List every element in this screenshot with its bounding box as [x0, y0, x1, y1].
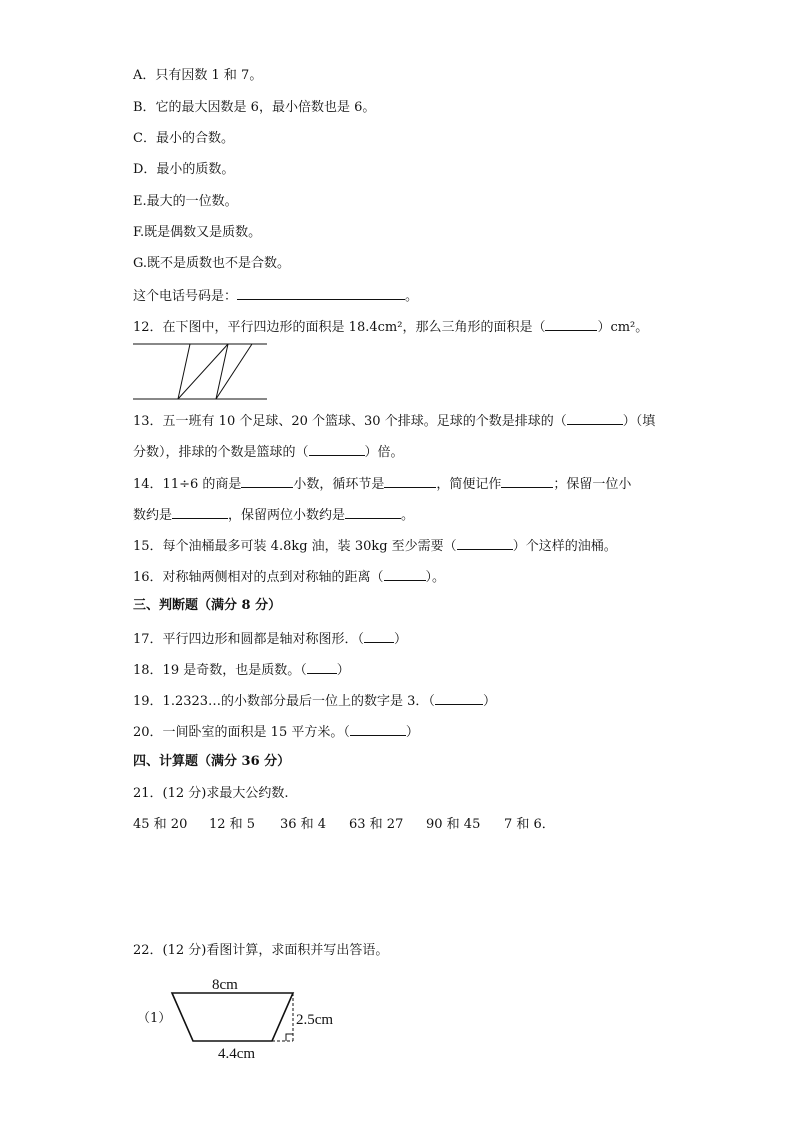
trapezoid-figure	[160, 972, 350, 1062]
q20-text-b: ）	[405, 725, 419, 740]
q14-blank-4[interactable]	[172, 506, 228, 519]
q16-text-a: 16．对称轴两侧相对的点到对称轴的距离（	[133, 570, 384, 585]
question-15	[133, 537, 617, 555]
q15-text-a: 15．每个油桶最多可装 4.8kg 油，装 30kg 至少需要（	[133, 539, 457, 554]
q15-blank[interactable]	[457, 537, 513, 550]
option-d: D．最小的质数。	[133, 162, 235, 177]
parallelogram-right-side	[216, 344, 228, 399]
option-a: A．只有因数 1 和 7。	[133, 68, 263, 83]
q14-text-2b: ，保留两位小数约是	[228, 508, 346, 523]
top-base-label: 8cm	[212, 977, 238, 993]
q13-text-2a: 分数），排球的个数是篮球的（	[133, 445, 309, 460]
q13-text-1b: ）（填	[622, 414, 656, 429]
parallelogram-figure	[130, 338, 270, 404]
phone-blank[interactable]	[237, 287, 405, 300]
gcd-pair-5: 90 和 45	[426, 817, 481, 832]
question-14-line2	[133, 506, 414, 524]
parallelogram-diagonal	[178, 344, 228, 399]
parallelogram-left-side	[178, 344, 190, 399]
question-13-line2	[133, 443, 404, 461]
question-21-title: 21．(12 分)求最大公约数.	[133, 786, 289, 801]
q20-blank[interactable]	[350, 723, 406, 736]
trapezoid-shape	[172, 993, 293, 1041]
q14-text-1b: 小数，循环节是	[293, 477, 385, 492]
q12-end: ）cm²。	[597, 320, 649, 335]
q14-text-2c: 。	[401, 508, 415, 523]
phone-question	[133, 287, 418, 305]
phone-label: 这个电话号码是：	[133, 289, 238, 304]
gcd-pair-1: 45 和 20	[133, 817, 188, 832]
gcd-pair-4: 63 和 27	[349, 817, 404, 832]
bottom-base-label: 4.4cm	[218, 1046, 256, 1062]
question-17	[133, 630, 407, 648]
question-20	[133, 723, 419, 741]
subquestion-label: （1）	[137, 1011, 172, 1026]
q15-text-b: ）个这样的油桶。	[512, 539, 617, 554]
q14-text-2a: 数约是	[133, 508, 173, 523]
gcd-pair-2: 12 和 5	[209, 817, 256, 832]
q18-text-a: 18．19 是奇数，也是质数。（	[133, 663, 307, 678]
q12-blank[interactable]	[545, 318, 597, 331]
q14-text-1d: ；保留一位小	[553, 477, 632, 492]
q17-text-a: 17．平行四边形和圆都是轴对称图形．（	[133, 632, 365, 647]
q16-text-b: ）。	[425, 570, 446, 585]
option-c: C．最小的合数。	[133, 131, 234, 146]
q19-text-a: 19．1.2323…的小数部分最后一位上的数字是 3．（	[133, 694, 435, 709]
option-g: G.既不是质数也不是合数。	[133, 256, 291, 271]
section-4-heading: 四、计算题（满分 36 分）	[133, 754, 291, 769]
q17-blank[interactable]	[364, 630, 394, 643]
section-3-heading: 三、判断题（满分 8 分）	[133, 598, 282, 613]
question-13-line1	[133, 412, 655, 430]
question-14-line1	[133, 475, 631, 493]
triangle-side	[216, 344, 252, 399]
q14-blank-3[interactable]	[501, 475, 553, 488]
q19-text-b: ）	[482, 694, 496, 709]
q17-text-b: ）	[394, 632, 408, 647]
q13-blank-1[interactable]	[567, 412, 623, 425]
q14-blank-2[interactable]	[384, 475, 436, 488]
q16-blank[interactable]	[384, 568, 426, 581]
question-18	[133, 661, 350, 679]
q12-text: 12．在下图中，平行四边形的面积是 18.4cm²，那么三角形的面积是（	[133, 320, 546, 335]
question-16	[133, 568, 445, 586]
option-e: E.最大的一位数。	[133, 194, 238, 209]
q13-text-2b: ）倍。	[364, 445, 404, 460]
q14-text-1c: ，简便记作	[436, 477, 502, 492]
gcd-pair-6: 7 和 6．	[504, 817, 555, 832]
question-19	[133, 692, 496, 710]
option-f: F.既是偶数又是质数。	[133, 225, 262, 240]
q18-text-b: ）	[336, 663, 350, 678]
q18-blank[interactable]	[307, 661, 337, 674]
q13-blank-2[interactable]	[309, 443, 365, 456]
q14-blank-5[interactable]	[345, 506, 401, 519]
phone-end: 。	[405, 289, 419, 304]
question-22-title: 22．(12 分)看图计算，求面积并写出答语。	[133, 943, 389, 958]
q13-text-1a: 13．五一班有 10 个足球、20 个篮球、30 个排球。足球的个数是排球的（	[133, 414, 567, 429]
q20-text-a: 20．一间卧室的面积是 15 平方米。（	[133, 725, 350, 740]
option-b: B．它的最大因数是 6，最小倍数也是 6。	[133, 100, 376, 115]
height-label: 2.5cm	[296, 1012, 334, 1028]
q14-text-1a: 14．11÷6 的商是	[133, 477, 242, 492]
q14-blank-1[interactable]	[241, 475, 293, 488]
question-12	[133, 318, 648, 336]
gcd-pair-3: 36 和 4	[280, 817, 327, 832]
right-angle-mark	[286, 1034, 293, 1041]
q19-blank[interactable]	[435, 692, 483, 705]
